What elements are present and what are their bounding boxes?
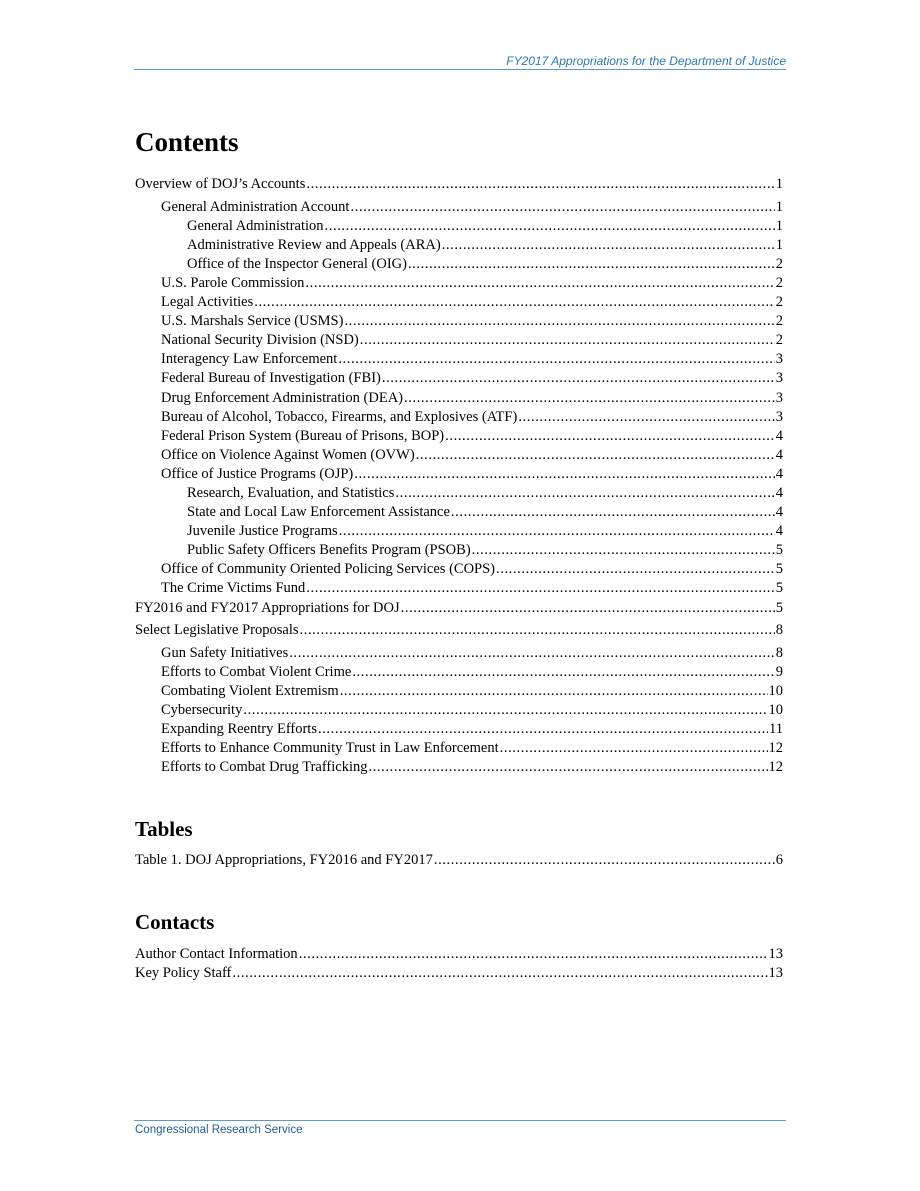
toc-entry-bop[interactable]: [135, 427, 783, 446]
toc-entry-label: FY2016 and FY2017 Appropriations for DOJ: [135, 599, 400, 616]
toc-leader-dots: [408, 255, 775, 274]
toc-entry-crime-victims-fund[interactable]: [135, 579, 783, 598]
toc-entry-label: Efforts to Enhance Community Trust in Law Enforcement: [161, 740, 499, 757]
toc-entry-page: 6: [775, 852, 783, 868]
toc-entry-page: 12: [768, 740, 783, 757]
toc-leader-dots: [395, 484, 774, 503]
toc-entry-page: 13: [768, 946, 783, 962]
toc-entry-label: U.S. Parole Commission: [161, 274, 305, 291]
toc-entry-cybersecurity[interactable]: [135, 701, 783, 720]
toc-entry-label: Administrative Review and Appeals (ARA): [187, 236, 441, 253]
toc-entry-page: 4: [775, 446, 783, 463]
toc-entry-page: 5: [775, 599, 783, 616]
toc-entry-table-1[interactable]: [135, 851, 783, 870]
toc-entry-page: 13: [768, 965, 783, 982]
toc-entry-ara[interactable]: [135, 236, 783, 255]
toc-entry-label: General Administration Account: [161, 198, 350, 215]
toc-entry-label: Juvenile Justice Programs: [187, 523, 338, 540]
toc-entry-state-local-assistance[interactable]: [135, 503, 783, 522]
toc-entry-page: 2: [775, 274, 783, 291]
toc-leader-dots: [434, 851, 775, 870]
toc-entry-label: Office of the Inspector General (OIG): [187, 255, 407, 272]
toc-leader-dots: [368, 758, 767, 777]
toc-entry-label: Office of Community Oriented Policing Services (COPS): [161, 561, 495, 578]
toc-entry-label: Efforts to Combat Violent Crime: [161, 663, 352, 680]
toc-entry-violent-crime[interactable]: [135, 663, 783, 682]
toc-entry-reentry[interactable]: [135, 720, 783, 739]
toc-entry-atf[interactable]: [135, 408, 783, 427]
toc-entry-key-policy-staff[interactable]: [135, 964, 783, 983]
running-header-title: FY2017 Appropriations for the Department of Justice: [506, 54, 786, 68]
toc-entry-legal-activities[interactable]: [135, 293, 783, 312]
toc-entry-page: 2: [775, 294, 783, 311]
toc-entry-label: Overview of DOJ’s Accounts: [135, 176, 306, 192]
toc-entry-label: Efforts to Combat Drug Trafficking: [161, 759, 368, 776]
toc-leader-dots: [472, 541, 775, 560]
toc-leader-dots: [416, 446, 775, 465]
toc-entry-label: Table 1. DOJ Appropriations, FY2016 and FY2017: [135, 852, 433, 868]
header-divider: [134, 69, 786, 70]
toc-entry-page: 3: [775, 389, 783, 406]
toc-entry-label: Public Safety Officers Benefits Program (PSOB): [187, 542, 471, 559]
toc-entry-page: 3: [775, 370, 783, 387]
toc-entry-drug-trafficking[interactable]: [135, 758, 783, 777]
toc-entry-page: 1: [775, 198, 783, 215]
toc-entry-author-contact[interactable]: [135, 945, 783, 964]
toc-leader-dots: [254, 293, 775, 312]
toc-entry-page: 1: [775, 217, 783, 234]
toc-entry-label: Office of Justice Programs (OJP): [161, 465, 354, 482]
toc-leader-dots: [339, 522, 775, 541]
toc-entry-page: 2: [775, 255, 783, 272]
toc-entry-page: 11: [769, 721, 783, 738]
toc-entry-page: 3: [775, 351, 783, 368]
toc-entry-page: 1: [775, 176, 783, 192]
toc-entry-label: The Crime Victims Fund: [161, 580, 306, 597]
toc-entry-page: 2: [775, 332, 783, 349]
toc-entry-community-trust[interactable]: [135, 739, 783, 758]
toc-leader-dots: [338, 350, 774, 369]
toc-leader-dots: [442, 236, 775, 255]
toc-entry-label: Federal Prison System (Bureau of Prisons, BOP): [161, 427, 445, 444]
toc-entry-label: General Administration: [187, 217, 324, 234]
toc-entry-appropriations[interactable]: [135, 599, 783, 622]
toc-entry-label: National Security Division (NSD): [161, 332, 359, 349]
toc-entry-violent-extremism[interactable]: [135, 682, 783, 701]
toc-entry-label: Gun Safety Initiatives: [161, 644, 289, 661]
toc-entry-ovw[interactable]: [135, 446, 783, 465]
toc-leader-dots: [352, 663, 774, 682]
toc-leader-dots: [382, 369, 775, 388]
toc-entry-page: 8: [775, 644, 783, 661]
toc-entry-usms[interactable]: [135, 312, 783, 331]
toc-entry-page: 2: [775, 313, 783, 330]
toc-leader-dots: [500, 739, 768, 758]
toc-entry-page: 4: [775, 427, 783, 444]
toc-entry-label: Office on Violence Against Women (OVW): [161, 446, 415, 463]
contents-toc-list: [135, 175, 783, 777]
footer-divider: [134, 1120, 786, 1121]
toc-entry-page: 3: [775, 408, 783, 425]
footer-source: Congressional Research Service: [135, 1124, 303, 1136]
toc-entry-gun-safety[interactable]: [135, 644, 783, 663]
toc-entry-page: 1: [775, 236, 783, 253]
toc-leader-dots: [350, 198, 774, 217]
toc-leader-dots: [518, 408, 774, 427]
toc-entry-page: 4: [775, 504, 783, 521]
toc-entry-page: 12: [768, 759, 783, 776]
toc-entry-page: 9: [775, 663, 783, 680]
toc-entry-dea[interactable]: [135, 389, 783, 408]
toc-leader-dots: [404, 389, 775, 408]
tables-toc-list: [135, 851, 783, 870]
toc-entry-general-administration-account[interactable]: [135, 198, 783, 217]
toc-leader-dots: [344, 312, 774, 331]
toc-leader-dots: [305, 274, 774, 293]
toc-entry-label: Federal Bureau of Investigation (FBI): [161, 370, 381, 387]
toc-entry-page: 5: [775, 561, 783, 578]
contacts-heading: Contacts: [135, 910, 215, 934]
toc-leader-dots: [318, 720, 768, 739]
toc-entry-juvenile-justice[interactable]: [135, 522, 783, 541]
toc-leader-dots: [354, 465, 775, 484]
toc-leader-dots: [243, 701, 767, 720]
contacts-toc-list: [135, 945, 783, 983]
toc-entry-page: 4: [775, 465, 783, 482]
toc-entry-label: Legal Activities: [161, 294, 254, 311]
toc-leader-dots: [325, 217, 775, 236]
toc-entry-fbi[interactable]: [135, 369, 783, 388]
toc-leader-dots: [299, 945, 768, 964]
toc-entry-cops[interactable]: [135, 560, 783, 579]
toc-entry-page: 5: [775, 542, 783, 559]
toc-entry-research-evaluation-statistics[interactable]: [135, 484, 783, 503]
toc-entry-label: Author Contact Information: [135, 946, 298, 962]
toc-leader-dots: [300, 621, 775, 640]
toc-leader-dots: [401, 599, 775, 618]
toc-entry-label: Select Legislative Proposals: [135, 622, 299, 639]
toc-entry-label: Research, Evaluation, and Statistics: [187, 485, 395, 501]
toc-entry-overview[interactable]: [135, 175, 783, 198]
toc-leader-dots: [232, 964, 767, 983]
tables-heading: Tables: [135, 817, 193, 841]
toc-entry-label: U.S. Marshals Service (USMS): [161, 313, 344, 330]
toc-entry-oig[interactable]: [135, 255, 783, 274]
toc-entry-psob[interactable]: [135, 541, 783, 560]
toc-entry-page: 4: [775, 523, 783, 540]
toc-leader-dots: [360, 331, 775, 350]
toc-entry-label: Bureau of Alcohol, Tobacco, Firearms, and Explosives (ATF): [161, 408, 518, 425]
toc-entry-nsd[interactable]: [135, 331, 783, 350]
toc-entry-label: Combating Violent Extremism: [161, 682, 339, 699]
toc-leader-dots: [289, 644, 774, 663]
toc-leader-dots: [445, 427, 775, 446]
toc-entry-parole-commission[interactable]: [135, 274, 783, 293]
toc-entry-page: 5: [775, 580, 783, 597]
toc-entry-general-administration[interactable]: [135, 217, 783, 236]
toc-entry-page: 10: [768, 682, 783, 699]
toc-entry-page: 4: [775, 485, 783, 501]
contents-heading: Contents: [135, 127, 239, 157]
toc-leader-dots: [306, 579, 774, 598]
toc-entry-legislative-proposals[interactable]: [135, 621, 783, 644]
toc-leader-dots: [496, 560, 775, 579]
toc-entry-page: 10: [768, 702, 783, 719]
toc-leader-dots: [340, 682, 768, 701]
toc-entry-label: Cybersecurity: [161, 702, 243, 719]
toc-entry-ojp[interactable]: [135, 465, 783, 484]
toc-entry-label: Drug Enforcement Administration (DEA): [161, 389, 404, 406]
toc-entry-label: Expanding Reentry Efforts: [161, 721, 317, 738]
toc-leader-dots: [451, 503, 775, 522]
toc-entry-page: 8: [775, 622, 783, 639]
toc-leader-dots: [306, 175, 774, 194]
toc-entry-interagency-law-enforcement[interactable]: [135, 350, 783, 369]
toc-entry-label: State and Local Law Enforcement Assistance: [187, 504, 450, 521]
toc-entry-label: Interagency Law Enforcement: [161, 351, 338, 368]
toc-entry-label: Key Policy Staff: [135, 965, 232, 982]
